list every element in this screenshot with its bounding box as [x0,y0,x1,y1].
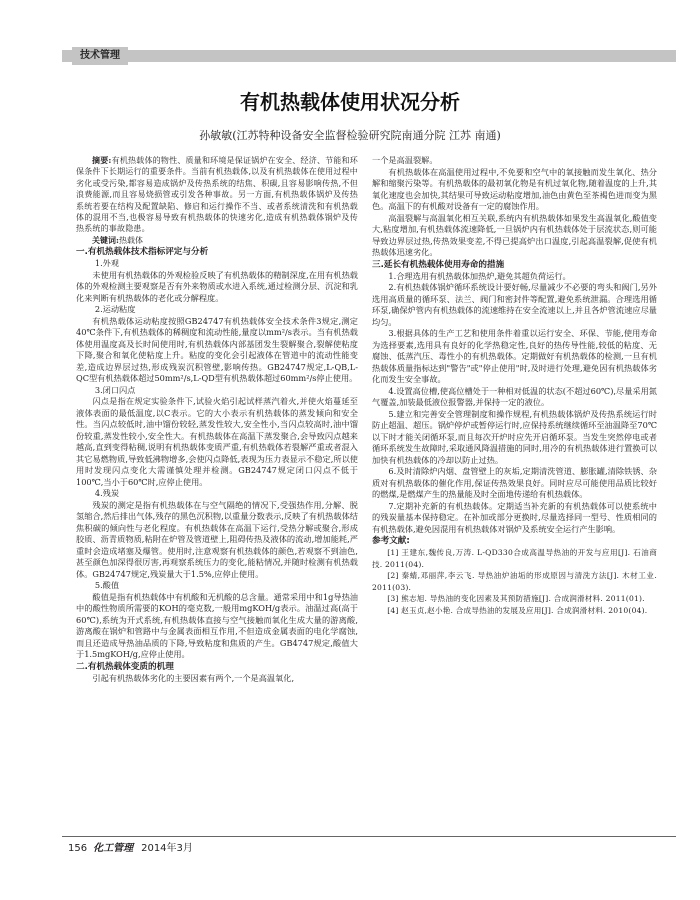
issue-date: 2014年3月 [141,843,193,854]
subheading-viscosity: 2.运动粘度 [94,304,136,315]
subheading-carbon-residue: 4.残炭 [94,488,120,499]
right-column [372,155,657,617]
subheading-flash-point: 3.闭口闪点 [94,384,136,395]
reference-item: [1] 王建东,魏传良,万涛. L-QD330合成高温导热油的开发与应用[J]. 石油商技. 2011(04). [372,548,657,569]
paragraph-carbon-residue: 残炭的测定是指有机热载体在与空气隔绝的情况下,受强热作用,分解、脱氢缩合,然后排出气体,残存的黑色沉积物,以重量分数表示,反映了有机热载体结焦积碳的倾向性与老化程度。有机热载体在高温下运行,受热分解或聚合,形成胶质、沥青质物质,粘附在炉管及管道壁上,阻碍传热及液体的流动,增加能耗,严重时会造成堵塞及爆管。使用时,注意观察有机热载体的颜色,若观察不到油色,甚至颜色加深得很厉害,再观察系统压力的变化,能粘情况,并随时检测有机热载体。GB24747规定,残炭量大于1.5%,应停止使用。 [76,499,358,579]
measure-5: 5.建立和完善安全管理制度和操作规程,有机热载体锅炉及传热系统运行时防止超温、超压。锅炉停炉或暂停运行时,应保持系统继续循环至油温降至70℃以下时才能关闭循环泵,而且每次开炉时应先开启循环泵。当发生突然停电或者循环系统发生故障时,采取通风降温措施的同时,用冷的有机热载体进行置换可以加快有机热载体的冷却以防止过热。 [372,408,657,465]
section-tag: 技术管理 [72,47,128,65]
paragraph-viscosity: 有机热载体运动粘度按照GB24747有机热载体安全技术条件3规定,测定40℃条件下,有机热载体的稀稠度和流动性能,量度以mm²/s表示。当有机热载体使用温度高及长时间使用时,有机热载体内部基团发生裂解聚合,裂解使粘度下降,聚合和氧化使粘度上升。粘度的变化会引起液体在管道中的流动性能变差,造成边界层过热,形成残炭沉积管壁,影响传热。GB24747规定,L-QB,L-QC型有机热载体超过50mm²/s,L-QD型有机热载体超过60mm²/s停止使用。 [76,315,358,384]
section-heading-2: 二.有机热载体变质的机理 [76,661,174,672]
references-heading: 参考文献: [372,536,410,546]
paragraph-oxidation: 有机热载体在高温使用过程中,不免要和空气中的氧接触而发生氧化、热分解和缩聚污染等。有机热载体的最初氧化物是有机过氧化物,随着温度的上升,其氧化速度也会加快,其结果可导致运动粘度增加,油色由黄色至茶褐色进而变为黑色。高温下的有机酸对设备有一定的腐蚀作用。 [372,166,657,211]
measure-1: 1.合理选用有机热载体加热炉,避免其超负荷运行。 [388,270,571,281]
left-column [76,155,358,684]
journal-name: 化工管理 [93,843,134,854]
paragraph-appearance: 未使用有机热载体的外观检验反映了有机热载体的精制深度,在用有机热载体的外观检测主要观察是否有外来物质或水进入系统,通过检测分层、沉淀和乳化来判断有机热载体的老化或分解程度。 [76,269,358,303]
subheading-acid-value: 5.酸值 [94,580,120,591]
author-line: 孙敏敏(江苏特种设备安全监督检验研究院南通分院 江苏 南通) [199,129,501,142]
paragraph-acid-value: 酸值是指有机热载体中有机酸和无机酸的总含量。通常采用中和1g导热油中的酸性物质所需要的KOH的毫克数,一般用mgKOH/g表示。油温过高(高于60℃),系统为开式系统,有机热载体直接与空气接触而氧化生成大量的游离酸,游离酸在锅炉和管路中与金属表面相互作用,不但造成金属表面的电化学腐蚀,而且还造成导热油品质的下降,导致粘度和焦质的产生。GB4747规定,酸值大于1.5mgKOH/g,应停止使用。 [76,591,358,660]
reference-item: [2] 秦蜻,邓丽萍,李云飞. 导热油炉油垢的形成原因与清洗方法[J]. 木材工业. 2011(03). [372,571,657,592]
reference-item: [3] 熊志旭. 导热油的变化因素及其预防措施[J]. 合成润滑材料. 2011(01). [387,594,645,604]
measure-3: 3.根据具体的生产工艺和使用条件着重以运行安全、环保、节能,使用寿命为选择要素,选用具有良好的化学热稳定性,良好的热传导性能,较低的粘度、无腐蚀、低蒸汽压、毒性小的有机热载体。定期做好有机热载体的检测,一旦有机热载体质量指标达到"警告"或"停止使用"时,及时进行处理,避免因有机热载体劣化而发生安全事故。 [372,328,657,384]
keywords [76,235,358,247]
paragraph-mechanism-cont: 一个是高温裂解。 [372,155,438,165]
measure-2: 2.有机热载体锅炉循环系统设计要好畅,尽量减少不必要的弯头和阀门,另外选用高质量的循环泵、法兰、阀门和密封件等配置,避免系统泄漏。合理选用循环泵,确保炉管内有机热载体的流速维持在安全流速以上,并且各炉管流速应尽量均匀。 [372,282,657,327]
paragraph-flash-point: 闪点是指在规定实验条件下,试验火焰引起试样蒸汽着火,并使火焰蔓延至液体表面的最低温度,以C表示。它的大小表示有机热载体的蒸发倾向和安全性。当闪点较低时,油中馏份较轻,蒸发性较大,安全性小,当闪点较高时,油中馏份较重,蒸发性较小,安全性大。有机热载体在高温下蒸发聚合,会导致闪点越来越高,直到变得粘稠,说明有机热载体变质严重,有机热载体若裂解严重或者混入其它易燃物质,导致低沸物增多,会使闪点降低,表现为压力表显示不稳定,所以使用时发现闪点变化大需谨慎处理并检测。GB24747规定闭口闪点不低于100℃,当小于60℃时,应停止使用。 [76,396,358,487]
abstract-label: 摘要: [92,155,112,165]
keywords-label: 关键词: [92,234,119,245]
keywords-text: 热载体 [118,235,143,245]
footer-rule [62,836,676,837]
article-title: 有机热载体使用状况分析 [240,90,460,114]
section-heading-3: 三.延长有机热载体使用寿命的措施 [372,259,505,270]
subheading-appearance: 1.外观 [94,258,120,269]
measure-7: 7.定期补充新的有机热载体。定期适当补充新的有机热载体可以使系统中的残炭量基本保持稳定。在补加或部分更换时,尽量选择同一型号、性质相同的有机热载体,避免因混用有机热载体对锅炉及系统安全运行产生影响。 [372,500,657,534]
abstract [76,155,358,235]
page-footer [68,839,193,854]
page-number: 156 [68,843,88,854]
measure-6: 6.及时清除炉内烟、盘管壁上的灰垢,定期清洗管道、膨胀罐,清除铁锈、杂质对有机热载体的催化作用,保证传热效果良好。同时应尽可能使用品质比较好的燃煤,是燃煤产生的热量能及时全面地传递给有机热载体。 [372,466,657,499]
paragraph-cracking: 高温裂解与高温氧化相互关联,系统内有机热载体如果发生高温氧化,酸值变大,粘度增加,有机热载体流速降低,一旦锅炉内有机热载体处于层流状态,则可能导致边界层过热,传热效果变差,不得已提高炉出口温度,引起高温裂解,促使有机热载体迅速劣化。 [372,212,657,257]
paragraph-mechanism: 引起有机热载体劣化的主要因素有两个,一个是高温氧化, [92,672,295,683]
reference-item: [4] 赵玉贞,赵小艳. 合成导热油的发展及应用[J]. 合成润滑材料. 2010(04). [387,605,648,615]
abstract-text: 有机热载体的物性、质量和环境是保证锅炉在安全、经济、节能和环保条件下长期运行的重要条件。当前有机热载体,以及有机热载体在使用过程中劣化或受污染,都容易造成锅炉及传热系统的结焦、积碳,且容易影响传热,不但浪费能源,而且容易烧损管或引发各种事故。另一方面,有机热载体锅炉及传热系统若要在结构及配置缺陷、修启和运行操作不当、或者系统清洗和有机热载体的混用不当,也极容易导致有机热载体的快速劣化,造成有机热载体锅炉及传热系统的事故隐患。 [76,156,359,234]
measure-4: 4.设置高位槽,使高位槽处于一种相对低温的状态(不超过60℃),尽量采用氮气覆盖,加装最低液位报警器,并保持一定的液位。 [372,385,657,407]
section-heading-1: 一.有机热载体技术指标评定与分析 [76,247,209,258]
header-band [62,50,676,62]
